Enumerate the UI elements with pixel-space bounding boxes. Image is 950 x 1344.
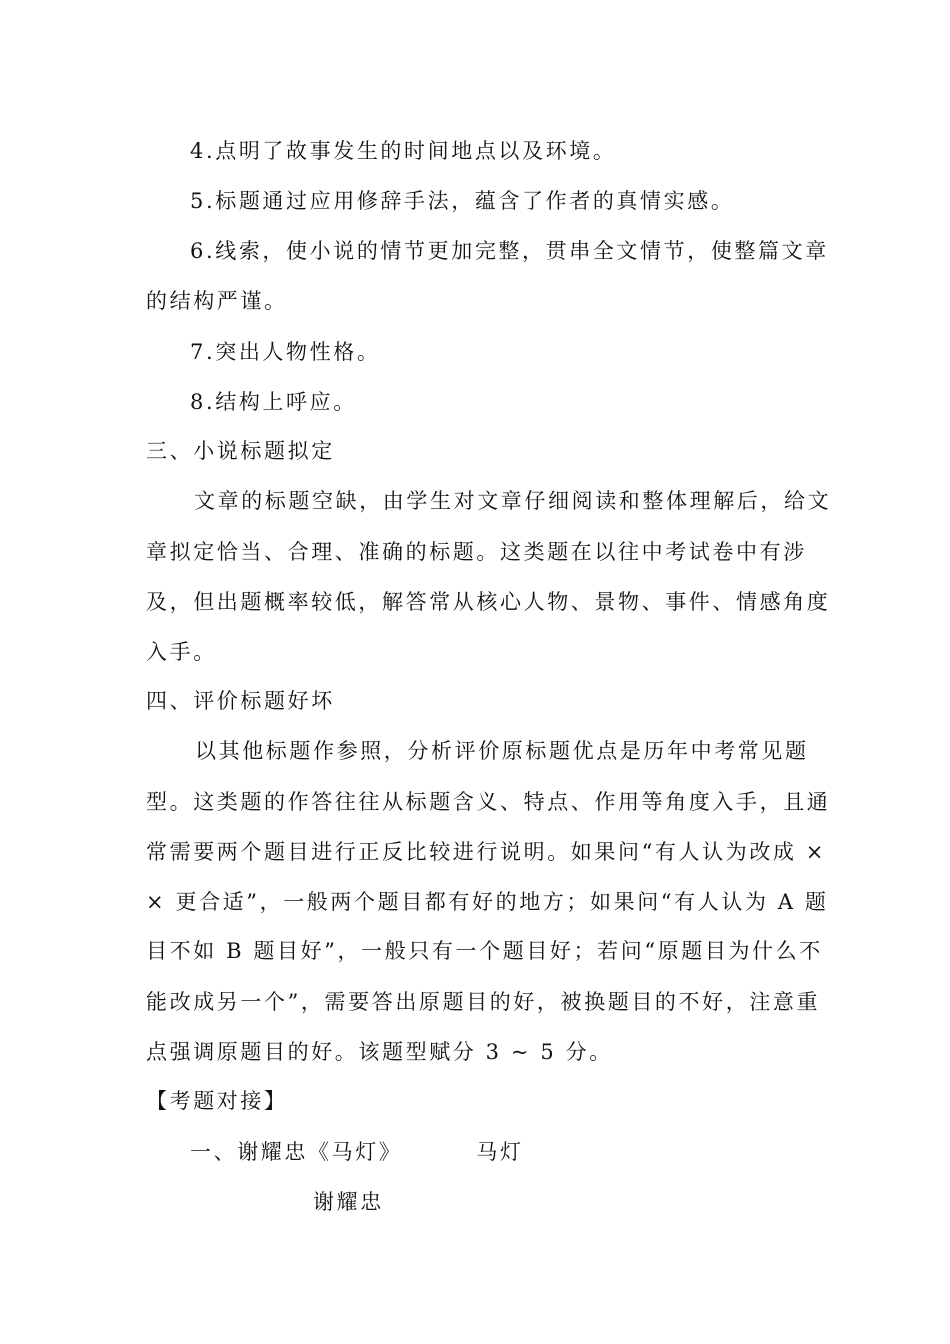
paragraph-3-line-4: 入手。	[146, 640, 217, 664]
paragraph-3-line-2: 章拟定恰当、合理、准确的标题。这类题在以往中考试卷中有涉	[146, 540, 807, 564]
text-line-point-4: 4.点明了故事发生的时间地点以及环境。	[190, 139, 617, 163]
paragraph-3-line-3: 及，但出题概率较低，解答常从核心人物、景物、事件、情感角度	[146, 590, 831, 614]
paragraph-4-line-6: 能改成另一个”，需要答出原题目的好，被换题目的不好，注意重	[146, 990, 821, 1014]
paragraph-4-line-4: × 更合适”，一般两个题目都有好的地方；如果问“有人认为 A 题	[146, 890, 829, 914]
paragraph-4-line-7: 点强调原题目的好。该题型赋分 3 ~ 5 分。	[146, 1040, 613, 1064]
paragraph-3-line-1: 文章的标题空缺，由学生对文章仔细阅读和整体理解后，给文	[194, 489, 832, 513]
text-line-point-6: 6.线索，使小说的情节更加完整，贯串全文情节，使整篇文章	[190, 239, 829, 263]
exam-section-heading: 【考题对接】	[146, 1089, 288, 1113]
paragraph-4-line-2: 型。这类题的作答往往从标题含义、特点、作用等角度入手，且通	[146, 790, 831, 814]
text-line-point-8: 8.结构上呼应。	[190, 390, 357, 414]
text-line-point-6-continued: 的结构严谨。	[146, 289, 288, 313]
paragraph-4-line-5: 目不如 B 题目好”，一般只有一个题目好；若问“原题目为什么不	[146, 939, 823, 963]
story-title: 马灯	[476, 1140, 524, 1164]
exam-item-1-label: 一、谢耀忠《马灯》	[190, 1140, 403, 1164]
section-heading-4: 四、评价标题好坏	[146, 689, 335, 713]
paragraph-4-line-1: 以其他标题作参照，分析评价原标题优点是历年中考常见题	[195, 739, 809, 763]
paragraph-4-line-3: 常需要两个题目进行正反比较进行说明。如果问“有人认为改成 ×	[146, 840, 827, 864]
text-line-point-7: 7.突出人物性格。	[190, 340, 381, 364]
story-author: 谢耀忠	[313, 1190, 384, 1214]
exam-item-1-heading	[190, 1138, 524, 1166]
text-line-point-5: 5.标题通过应用修辞手法，蕴含了作者的真情实感。	[190, 189, 735, 213]
section-heading-3: 三、小说标题拟定	[146, 439, 335, 463]
